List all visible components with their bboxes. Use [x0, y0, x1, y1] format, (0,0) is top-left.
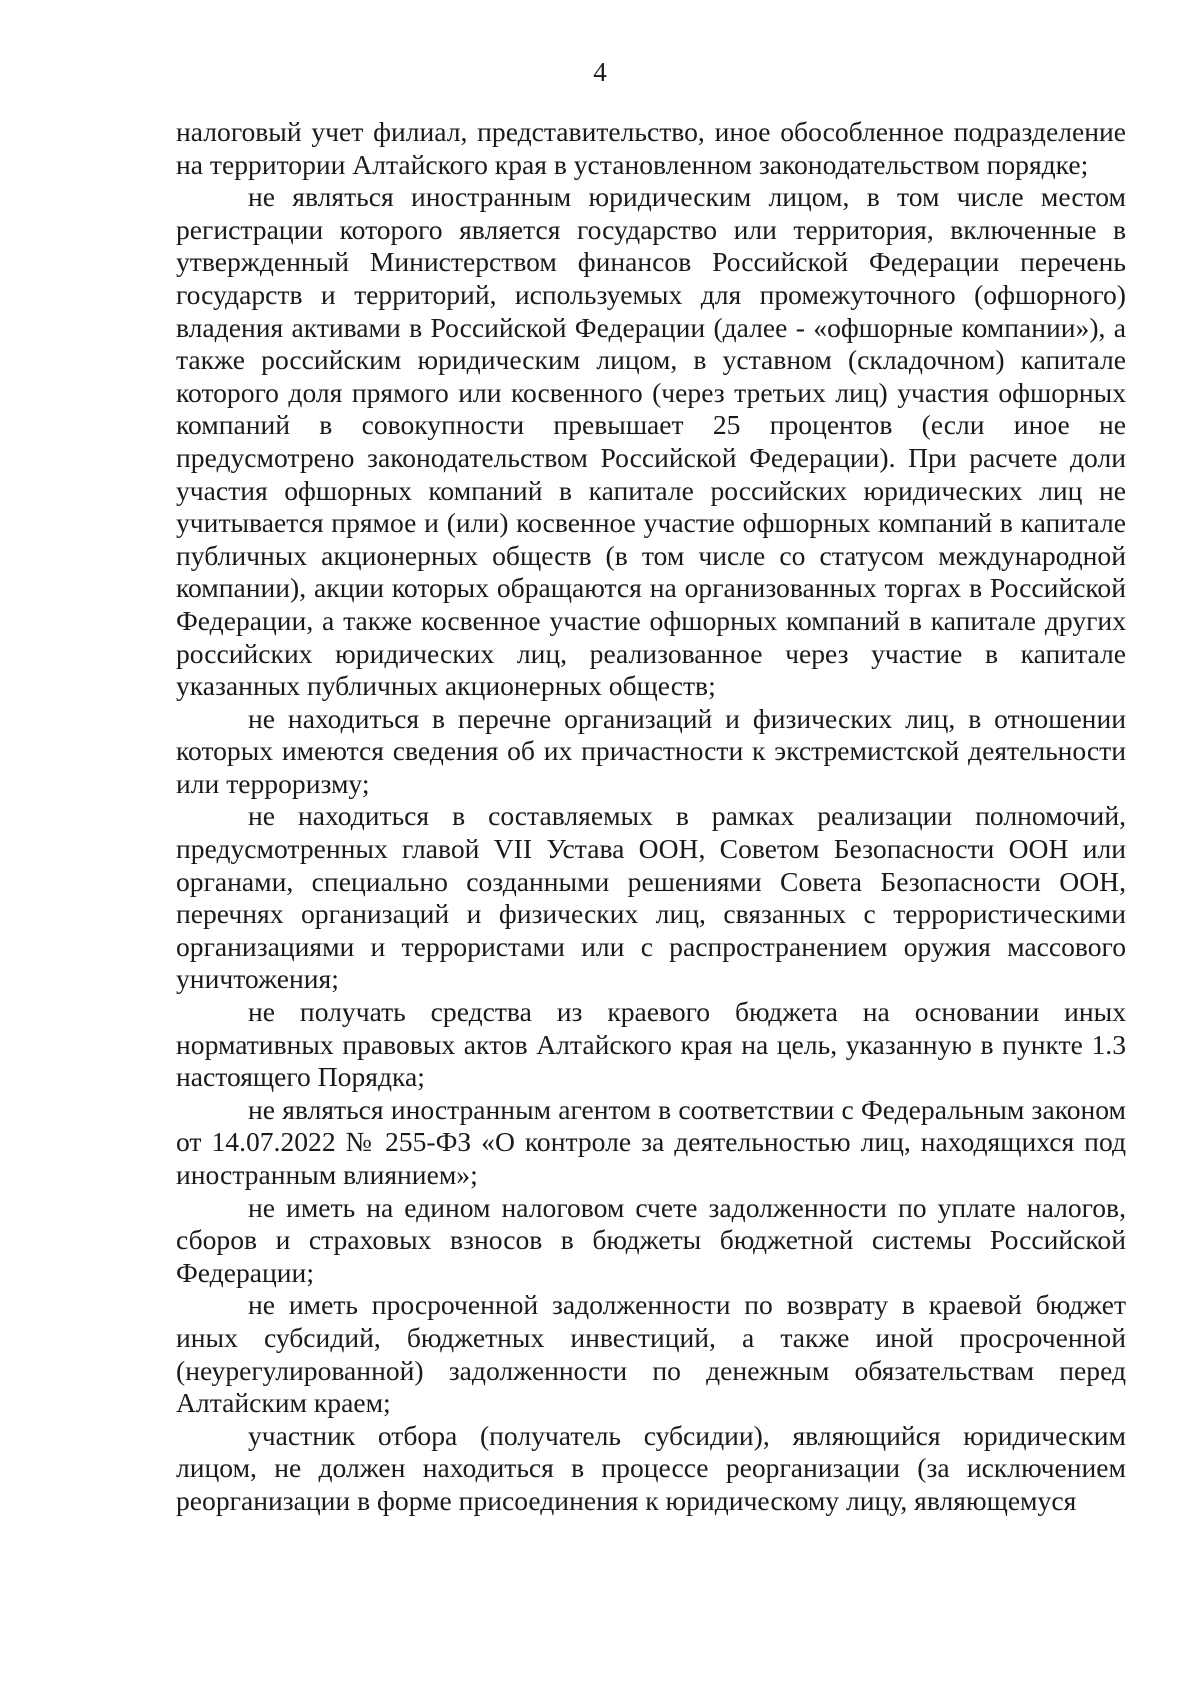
paragraph-4: не находиться в составляемых в рамках реализации полномочий, предусмотренных главой VII Устава ООН, Советом Безопасности ООН или органами, специально созданными решениями Совета Безопасности ООН, перечнях организаций и физических лиц, связанных с террористическими организациями и террористами или с распространением оружия массового уничтожения;	[176, 800, 1126, 995]
paragraph-9: участник отбора (получатель субсидии), являющийся юридическим лицом, не должен находиться в процессе реорганизации (за исключением реорганизации в форме присоединения к юридическому лицу, являющемуся	[176, 1419, 1126, 1516]
paragraph-1: налоговый учет филиал, представительство, иное обособленное подразделение на территории Алтайского края в установленном законодательством порядке;	[176, 116, 1126, 180]
document-body	[176, 116, 1126, 1518]
paragraph-5: не получать средства из краевого бюджета на основании иных нормативных правовых актов Алтайского края на цель, указанную в пункте 1.3 настоящего Порядка;	[176, 996, 1126, 1093]
paragraph-8: не иметь просроченной задолженности по возврату в краевой бюджет иных субсидий, бюджетных инвестиций, а также иной просроченной (неурегулированной) задолженности по денежным обязательствам перед Алтайским краем;	[176, 1289, 1126, 1419]
paragraph-7: не иметь на едином налоговом счете задолженности по уплате налогов, сборов и страховых взносов в бюджеты бюджетной системы Российской Федерации;	[176, 1191, 1126, 1288]
paragraph-6: не являться иностранным агентом в соответствии с Федеральным законом от 14.07.2022 № 255-ФЗ «О контроле за деятельностью лиц, находящихся под иностранным влиянием»;	[176, 1093, 1126, 1190]
paragraph-2: не являться иностранным юридическим лицом, в том числе местом регистрации которого является государство или территория, включенные в утвержденный Министерством финансов Российской Федерации перечень государств и территорий, используемых для промежуточного (офшорного) владения активами в Российской Федерации (далее - «офшорные компании»), а также российским юридическим лицом, в уставном (складочном) капитале которого доля прямого или косвенного (через третьих лиц) участия офшорных компаний в совокупности превышает 25 процентов (если иное не предусмотрено законодательством Российской Федерации). При расчете доли участия офшорных компаний в капитале российских юридических лиц не учитывается прямое и (или) косвенное участие офшорных компаний в капитале публичных акционерных обществ (в том числе со статусом международной компании), акции которых обращаются на организованных торгах в Российской Федерации, а также косвенное участие офшорных компаний в капитале других российских юридических лиц, реализованное через участие в капитале указанных публичных акционерных обществ;	[176, 181, 1126, 702]
page-number: 4	[593, 57, 607, 87]
paragraph-3: не находиться в перечне организаций и физических лиц, в отношении которых имеются сведения об их причастности к экстремистской деятельности или терроризму;	[176, 702, 1126, 799]
